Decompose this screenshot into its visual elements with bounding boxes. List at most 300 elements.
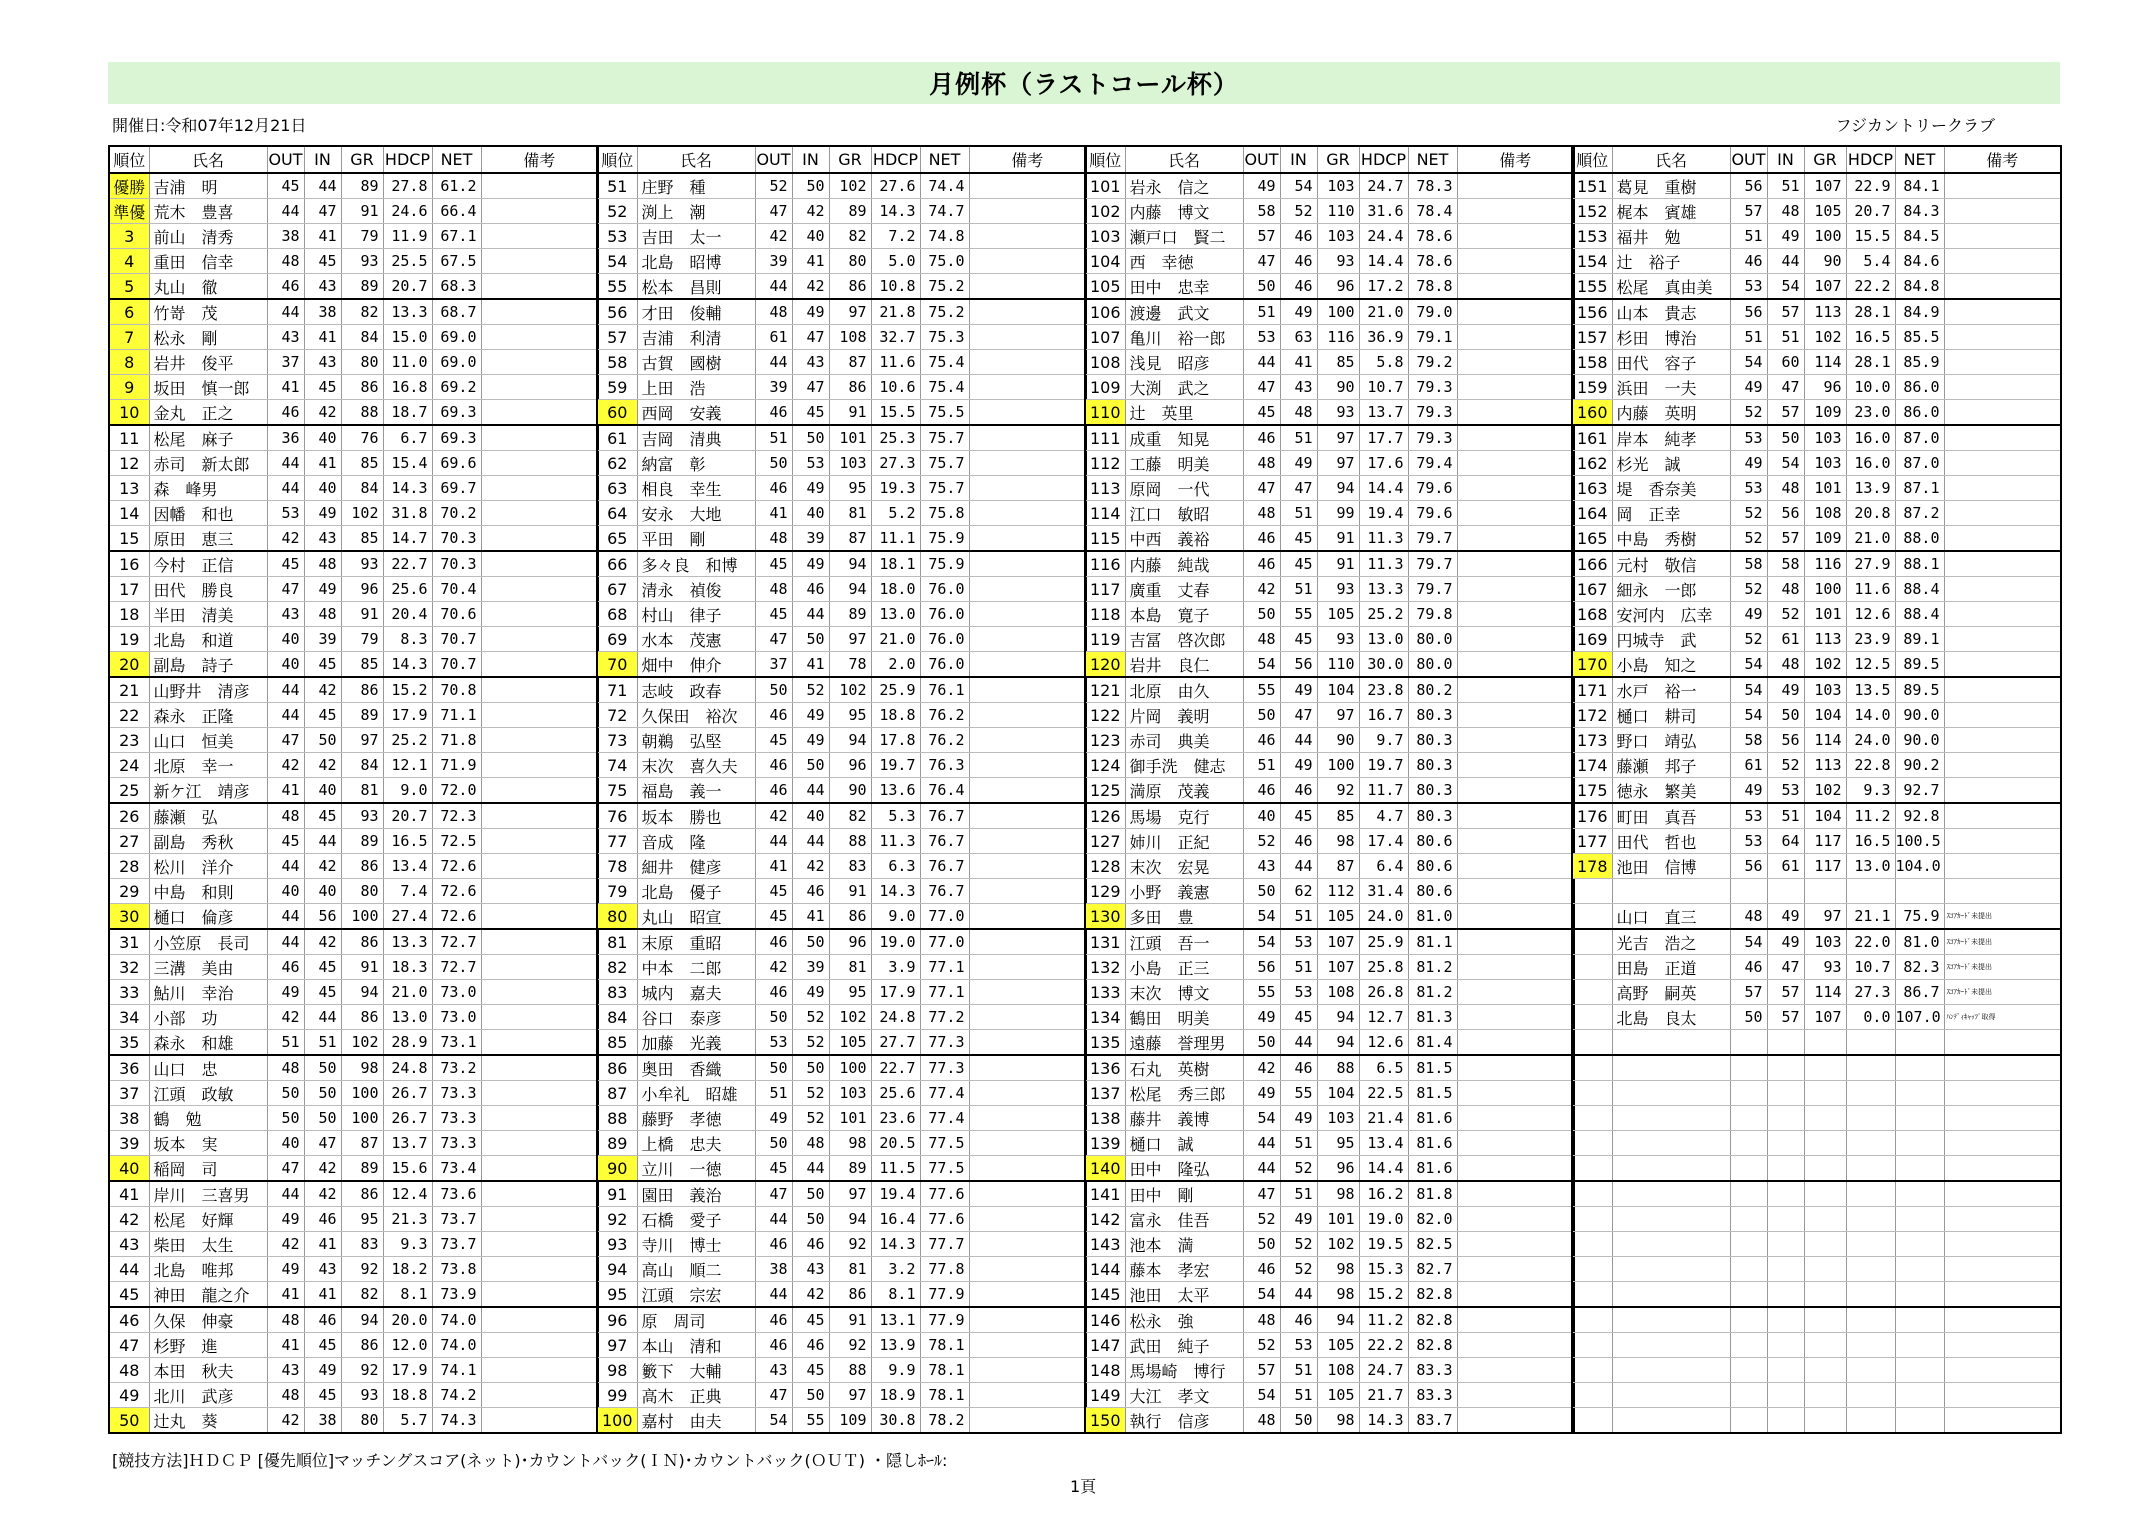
cell-rank: 24 xyxy=(109,753,149,778)
cell-remarks xyxy=(969,1156,1086,1182)
cell-player-name: 多々良 和博 xyxy=(637,551,755,577)
cell-remarks xyxy=(1944,1408,2061,1434)
cell-player-name: 原 周司 xyxy=(637,1307,755,1333)
cell-player-name: 鮎川 幸治 xyxy=(149,980,267,1005)
cell-gross-score: 91 xyxy=(341,955,383,980)
cell-remarks xyxy=(1944,249,2061,274)
cell-out-score: 51 xyxy=(1730,325,1767,350)
cell-net-score: 81.2 xyxy=(1408,955,1457,980)
cell-out-score: 48 xyxy=(267,1383,304,1408)
table-row xyxy=(109,1282,598,1308)
table-row xyxy=(1572,1358,2061,1383)
cell-gross-score: 108 xyxy=(1317,980,1359,1005)
cell-handicap: 28.1 xyxy=(1846,299,1895,325)
results-block-3 xyxy=(1084,145,1573,1434)
cell-in-score: 40 xyxy=(792,224,829,249)
cell-gross-score: 84 xyxy=(341,476,383,501)
cell-player-name: 岩井 良仁 xyxy=(1125,652,1243,678)
cell-out-score: 50 xyxy=(1243,602,1280,627)
cell-out-score: 50 xyxy=(1243,879,1280,904)
cell-remarks xyxy=(1457,1081,1574,1106)
cell-out-score: 49 xyxy=(1243,1081,1280,1106)
cell-handicap: 22.5 xyxy=(1359,1081,1408,1106)
cell-net-score: 72.7 xyxy=(432,955,481,980)
cell-rank xyxy=(1572,1408,1612,1434)
cell-handicap: 6.4 xyxy=(1359,854,1408,879)
cell-handicap: 6.5 xyxy=(1359,1055,1408,1081)
cell-out-score xyxy=(1730,1232,1767,1257)
cell-in-score: 47 xyxy=(792,325,829,350)
cell-handicap: 22.0 xyxy=(1846,929,1895,955)
cell-gross-score: 91 xyxy=(341,602,383,627)
table-row xyxy=(1085,677,1574,703)
cell-out-score: 48 xyxy=(1243,501,1280,526)
table-row xyxy=(109,1232,598,1257)
cell-out-score: 54 xyxy=(1243,1106,1280,1131)
table-row xyxy=(109,879,598,904)
cell-rank: 61 xyxy=(597,425,637,451)
cell-remarks xyxy=(1944,1383,2061,1408)
cell-gross-score xyxy=(1804,1232,1846,1257)
table-row xyxy=(1085,627,1574,652)
cell-gross-score: 86 xyxy=(829,904,871,930)
cell-in-score: 49 xyxy=(792,728,829,753)
cell-player-name: 馬場崎 博行 xyxy=(1125,1358,1243,1383)
column-header-handicap: HDCP xyxy=(1846,146,1895,173)
cell-handicap: 15.3 xyxy=(1359,1257,1408,1282)
cell-gross-score: 95 xyxy=(1317,1131,1359,1156)
cell-handicap xyxy=(1846,1383,1895,1408)
cell-rank: 27 xyxy=(109,829,149,854)
cell-player-name: 音成 隆 xyxy=(637,829,755,854)
cell-in-score: 46 xyxy=(1280,1307,1317,1333)
cell-player-name: 神田 龍之介 xyxy=(149,1282,267,1308)
cell-remarks xyxy=(1457,1257,1574,1282)
cell-handicap: 9.0 xyxy=(871,904,920,930)
cell-in-score: 49 xyxy=(1280,299,1317,325)
cell-in-score: 52 xyxy=(1767,753,1804,778)
cell-out-score: 50 xyxy=(1243,274,1280,300)
cell-rank xyxy=(1572,1030,1612,1056)
cell-handicap: 19.7 xyxy=(871,753,920,778)
cell-player-name: 中島 秀樹 xyxy=(1612,526,1730,552)
cell-out-score: 55 xyxy=(1243,677,1280,703)
cell-out-score: 46 xyxy=(1243,425,1280,451)
cell-gross-score: 93 xyxy=(1317,627,1359,652)
cell-remarks xyxy=(1457,652,1574,678)
cell-remarks xyxy=(1944,728,2061,753)
cell-remarks xyxy=(969,224,1086,249)
cell-gross-score: 97 xyxy=(829,1383,871,1408)
cell-gross-score: 80 xyxy=(829,249,871,274)
cell-rank: 158 xyxy=(1572,350,1612,375)
table-row xyxy=(109,803,598,829)
cell-in-score: 49 xyxy=(792,703,829,728)
table-row xyxy=(597,1383,1086,1408)
cell-player-name: 谷口 泰彦 xyxy=(637,1005,755,1030)
cell-handicap: 14.4 xyxy=(1359,476,1408,501)
cell-remarks xyxy=(1457,1156,1574,1182)
cell-gross-score: 89 xyxy=(341,829,383,854)
cell-remarks xyxy=(1457,299,1574,325)
cell-gross-score: 117 xyxy=(1804,829,1846,854)
cell-in-score: 56 xyxy=(1280,652,1317,678)
cell-out-score: 51 xyxy=(1730,224,1767,249)
cell-handicap: 9.3 xyxy=(1846,778,1895,804)
cell-in-score: 45 xyxy=(304,652,341,678)
cell-remarks xyxy=(969,1055,1086,1081)
cell-in-score: 52 xyxy=(792,1081,829,1106)
cell-out-score xyxy=(1730,1207,1767,1232)
cell-remarks xyxy=(1944,375,2061,400)
cell-rank: 57 xyxy=(597,325,637,350)
cell-player-name: 三溝 美由 xyxy=(149,955,267,980)
cell-remarks xyxy=(1457,577,1574,602)
cell-player-name: 松永 剛 xyxy=(149,325,267,350)
cell-net-score xyxy=(1895,1232,1944,1257)
cell-rank: 82 xyxy=(597,955,637,980)
cell-handicap xyxy=(1846,1333,1895,1358)
cell-rank xyxy=(1572,1282,1612,1308)
cell-remarks xyxy=(1944,476,2061,501)
cell-in-score xyxy=(1767,1156,1804,1182)
cell-gross-score: 93 xyxy=(341,551,383,577)
table-row xyxy=(597,1131,1086,1156)
cell-remarks xyxy=(481,350,598,375)
cell-gross-score: 81 xyxy=(829,955,871,980)
cell-handicap: 28.1 xyxy=(1846,350,1895,375)
cell-gross-score xyxy=(1804,1257,1846,1282)
cell-player-name: 渕上 潮 xyxy=(637,199,755,224)
cell-in-score: 50 xyxy=(1767,703,1804,728)
cell-handicap: 13.0 xyxy=(1359,627,1408,652)
cell-player-name: 丸山 昭宣 xyxy=(637,904,755,930)
cell-remarks xyxy=(1944,451,2061,476)
cell-in-score: 41 xyxy=(792,652,829,678)
cell-out-score: 42 xyxy=(1243,577,1280,602)
cell-out-score: 45 xyxy=(755,728,792,753)
cell-out-score: 46 xyxy=(755,1232,792,1257)
cell-net-score: 75.7 xyxy=(920,476,969,501)
cell-player-name: 北原 幸一 xyxy=(149,753,267,778)
cell-in-score: 41 xyxy=(792,904,829,930)
cell-in-score: 50 xyxy=(792,425,829,451)
cell-rank: 50 xyxy=(109,1408,149,1434)
cell-handicap: 10.8 xyxy=(871,274,920,300)
table-row xyxy=(1085,249,1574,274)
cell-in-score: 45 xyxy=(304,1383,341,1408)
cell-in-score: 64 xyxy=(1767,829,1804,854)
cell-rank: 154 xyxy=(1572,249,1612,274)
cell-handicap: 21.0 xyxy=(1359,299,1408,325)
cell-rank: 49 xyxy=(109,1383,149,1408)
table-row xyxy=(597,703,1086,728)
cell-handicap: 31.8 xyxy=(383,501,432,526)
cell-handicap: 17.7 xyxy=(1359,425,1408,451)
cell-in-score: 49 xyxy=(304,577,341,602)
cell-net-score: 69.6 xyxy=(432,451,481,476)
cell-remarks xyxy=(481,526,598,552)
cell-in-score: 44 xyxy=(1280,1030,1317,1056)
cell-remarks xyxy=(481,501,598,526)
table-row xyxy=(1572,980,2061,1005)
cell-gross-score: 101 xyxy=(1317,1207,1359,1232)
cell-remarks: ｽｺｱｶｰﾄﾞ未提出 xyxy=(1944,980,2061,1005)
cell-rank: 113 xyxy=(1085,476,1125,501)
table-row xyxy=(597,1207,1086,1232)
cell-out-score: 42 xyxy=(267,753,304,778)
table-row xyxy=(1572,803,2061,829)
cell-net-score: 69.3 xyxy=(432,400,481,426)
cell-rank: 32 xyxy=(109,955,149,980)
table-row xyxy=(109,199,598,224)
cell-handicap: 24.4 xyxy=(1359,224,1408,249)
cell-handicap: 13.3 xyxy=(383,299,432,325)
cell-remarks xyxy=(1944,199,2061,224)
cell-out-score: 56 xyxy=(1243,955,1280,980)
cell-remarks xyxy=(1944,274,2061,300)
cell-player-name xyxy=(1612,1181,1730,1207)
cell-net-score: 73.3 xyxy=(432,1131,481,1156)
cell-handicap xyxy=(1846,1055,1895,1081)
cell-remarks xyxy=(481,602,598,627)
cell-player-name: 内藤 純哉 xyxy=(1125,551,1243,577)
table-row xyxy=(1085,1358,1574,1383)
table-row xyxy=(1085,854,1574,879)
cell-remarks xyxy=(1457,728,1574,753)
cell-handicap: 17.9 xyxy=(871,980,920,1005)
cell-player-name: 福島 義一 xyxy=(637,778,755,804)
table-row xyxy=(1085,980,1574,1005)
cell-out-score: 53 xyxy=(267,501,304,526)
cell-remarks xyxy=(969,829,1086,854)
cell-net-score: 77.8 xyxy=(920,1257,969,1282)
cell-out-score: 54 xyxy=(1730,703,1767,728)
cell-rank xyxy=(1572,1257,1612,1282)
cell-rank: 115 xyxy=(1085,526,1125,552)
cell-player-name: 原岡 一代 xyxy=(1125,476,1243,501)
cell-net-score: 80.3 xyxy=(1408,803,1457,829)
cell-net-score: 78.1 xyxy=(920,1383,969,1408)
cell-rank xyxy=(1572,1181,1612,1207)
cell-out-score: 54 xyxy=(1243,1282,1280,1308)
cell-net-score: 83.3 xyxy=(1408,1383,1457,1408)
cell-in-score: 44 xyxy=(1767,249,1804,274)
cell-out-score: 58 xyxy=(1243,199,1280,224)
table-row xyxy=(597,1408,1086,1434)
cell-remarks xyxy=(1944,224,2061,249)
cell-in-score: 45 xyxy=(1280,551,1317,577)
cell-net-score: 75.2 xyxy=(920,274,969,300)
cell-remarks xyxy=(481,299,598,325)
table-row xyxy=(1572,1257,2061,1282)
cell-in-score: 49 xyxy=(792,299,829,325)
cell-handicap xyxy=(1846,1106,1895,1131)
cell-rank: 130 xyxy=(1085,904,1125,930)
table-row xyxy=(597,501,1086,526)
event-date: 開催日:令和07年12月21日 xyxy=(112,116,307,135)
cell-remarks xyxy=(1944,803,2061,829)
cell-gross-score: 95 xyxy=(829,703,871,728)
table-row xyxy=(597,929,1086,955)
cell-in-score: 58 xyxy=(1767,551,1804,577)
cell-remarks xyxy=(1944,1207,2061,1232)
cell-out-score: 40 xyxy=(267,627,304,652)
cell-player-name: 赤司 新太郎 xyxy=(149,451,267,476)
cell-net-score: 70.7 xyxy=(432,652,481,678)
cell-out-score: 52 xyxy=(1730,501,1767,526)
cell-net-score: 74.0 xyxy=(432,1307,481,1333)
cell-in-score: 51 xyxy=(304,1030,341,1056)
cell-remarks xyxy=(1944,1106,2061,1131)
cell-gross-score: 91 xyxy=(829,1307,871,1333)
cell-net-score: 78.4 xyxy=(1408,199,1457,224)
cell-gross-score: 107 xyxy=(1317,929,1359,955)
cell-remarks xyxy=(969,173,1086,199)
cell-gross-score: 103 xyxy=(1317,1106,1359,1131)
cell-handicap: 20.5 xyxy=(871,1131,920,1156)
cell-out-score: 45 xyxy=(755,879,792,904)
cell-player-name: 西岡 安義 xyxy=(637,400,755,426)
cell-player-name xyxy=(1612,1282,1730,1308)
cell-net-score: 75.3 xyxy=(920,325,969,350)
cell-in-score: 52 xyxy=(1280,1232,1317,1257)
column-header-remarks: 備考 xyxy=(1457,146,1574,173)
cell-out-score: 44 xyxy=(267,1181,304,1207)
cell-handicap: 11.2 xyxy=(1846,803,1895,829)
cell-out-score: 42 xyxy=(267,1408,304,1434)
cell-rank: 139 xyxy=(1085,1131,1125,1156)
table-row xyxy=(109,350,598,375)
cell-handicap: 2.0 xyxy=(871,652,920,678)
cell-handicap: 14.4 xyxy=(1359,1156,1408,1182)
cell-gross-score: 83 xyxy=(341,1232,383,1257)
cell-out-score: 48 xyxy=(1243,451,1280,476)
cell-rank: 23 xyxy=(109,728,149,753)
cell-gross-score: 91 xyxy=(829,879,871,904)
cell-net-score: 70.2 xyxy=(432,501,481,526)
cell-player-name: 山口 忠 xyxy=(149,1055,267,1081)
table-row xyxy=(597,350,1086,375)
cell-player-name: 清永 禎俊 xyxy=(637,577,755,602)
table-row xyxy=(597,1282,1086,1308)
cell-out-score: 48 xyxy=(267,803,304,829)
cell-in-score xyxy=(1767,1333,1804,1358)
cell-handicap: 21.4 xyxy=(1359,1106,1408,1131)
cell-rank: 64 xyxy=(597,501,637,526)
cell-remarks xyxy=(969,929,1086,955)
cell-out-score: 49 xyxy=(755,1106,792,1131)
cell-out-score: 37 xyxy=(755,652,792,678)
cell-handicap: 15.0 xyxy=(383,325,432,350)
cell-net-score: 80.6 xyxy=(1408,829,1457,854)
cell-rank: 78 xyxy=(597,854,637,879)
cell-gross-score: 104 xyxy=(1804,803,1846,829)
cell-rank xyxy=(1572,1055,1612,1081)
cell-rank: 166 xyxy=(1572,551,1612,577)
table-row xyxy=(1572,1333,2061,1358)
cell-rank: 171 xyxy=(1572,677,1612,703)
cell-net-score xyxy=(1895,879,1944,904)
cell-rank: 92 xyxy=(597,1207,637,1232)
cell-in-score: 54 xyxy=(1280,173,1317,199)
table-row xyxy=(1572,501,2061,526)
table-row xyxy=(597,1358,1086,1383)
table-row xyxy=(1085,1408,1574,1434)
table-row xyxy=(1572,476,2061,501)
cell-net-score: 79.7 xyxy=(1408,526,1457,552)
cell-player-name: 金丸 正之 xyxy=(149,400,267,426)
cell-net-score: 81.0 xyxy=(1895,929,1944,955)
cell-player-name: 畑中 伸介 xyxy=(637,652,755,678)
cell-net-score: 69.7 xyxy=(432,476,481,501)
table-row xyxy=(109,1081,598,1106)
cell-player-name: 荒木 豊喜 xyxy=(149,199,267,224)
cell-out-score xyxy=(1730,1257,1767,1282)
cell-handicap: 21.0 xyxy=(1846,526,1895,552)
table-row xyxy=(1085,1232,1574,1257)
cell-player-name: 久保田 裕次 xyxy=(637,703,755,728)
cell-net-score: 90.0 xyxy=(1895,728,1944,753)
cell-handicap: 19.4 xyxy=(871,1181,920,1207)
table-row xyxy=(1572,602,2061,627)
cell-net-score: 79.3 xyxy=(1408,425,1457,451)
cell-in-score xyxy=(1767,1181,1804,1207)
results-block-4 xyxy=(1571,145,2060,1434)
cell-remarks xyxy=(969,677,1086,703)
cell-out-score: 50 xyxy=(755,1005,792,1030)
cell-remarks xyxy=(1457,677,1574,703)
cell-out-score: 53 xyxy=(1730,425,1767,451)
table-row xyxy=(597,803,1086,829)
cell-player-name: 籔下 大輔 xyxy=(637,1358,755,1383)
cell-in-score: 49 xyxy=(792,476,829,501)
cell-remarks xyxy=(481,375,598,400)
cell-out-score: 43 xyxy=(267,1358,304,1383)
cell-rank: 15 xyxy=(109,526,149,552)
cell-gross-score: 90 xyxy=(829,778,871,804)
table-row xyxy=(1085,526,1574,552)
cell-rank: 28 xyxy=(109,854,149,879)
cell-gross-score: 96 xyxy=(1804,375,1846,400)
cell-in-score: 47 xyxy=(1280,703,1317,728)
cell-remarks xyxy=(1457,1408,1574,1434)
table-row xyxy=(109,652,598,678)
table-row xyxy=(109,929,598,955)
cell-gross-score: 100 xyxy=(1804,577,1846,602)
column-header-player-name: 氏名 xyxy=(1125,146,1243,173)
cell-player-name: 立川 一徳 xyxy=(637,1156,755,1182)
cell-remarks xyxy=(481,451,598,476)
cell-out-score xyxy=(1730,1408,1767,1434)
table-row xyxy=(109,1333,598,1358)
table-row xyxy=(1085,224,1574,249)
cell-out-score: 52 xyxy=(1730,627,1767,652)
cell-gross-score: 80 xyxy=(341,1408,383,1434)
cell-out-score: 47 xyxy=(1243,249,1280,274)
results-table xyxy=(1571,145,2062,1434)
cell-handicap: 25.6 xyxy=(871,1081,920,1106)
cell-remarks xyxy=(969,1005,1086,1030)
cell-handicap: 10.7 xyxy=(1359,375,1408,400)
cell-remarks xyxy=(1457,1005,1574,1030)
cell-remarks: ｽｺｱｶｰﾄﾞ未提出 xyxy=(1944,929,2061,955)
cell-remarks xyxy=(969,904,1086,930)
cell-gross-score: 102 xyxy=(1804,325,1846,350)
cell-out-score: 52 xyxy=(1730,400,1767,426)
cell-in-score: 50 xyxy=(304,728,341,753)
cell-remarks xyxy=(1457,1055,1574,1081)
